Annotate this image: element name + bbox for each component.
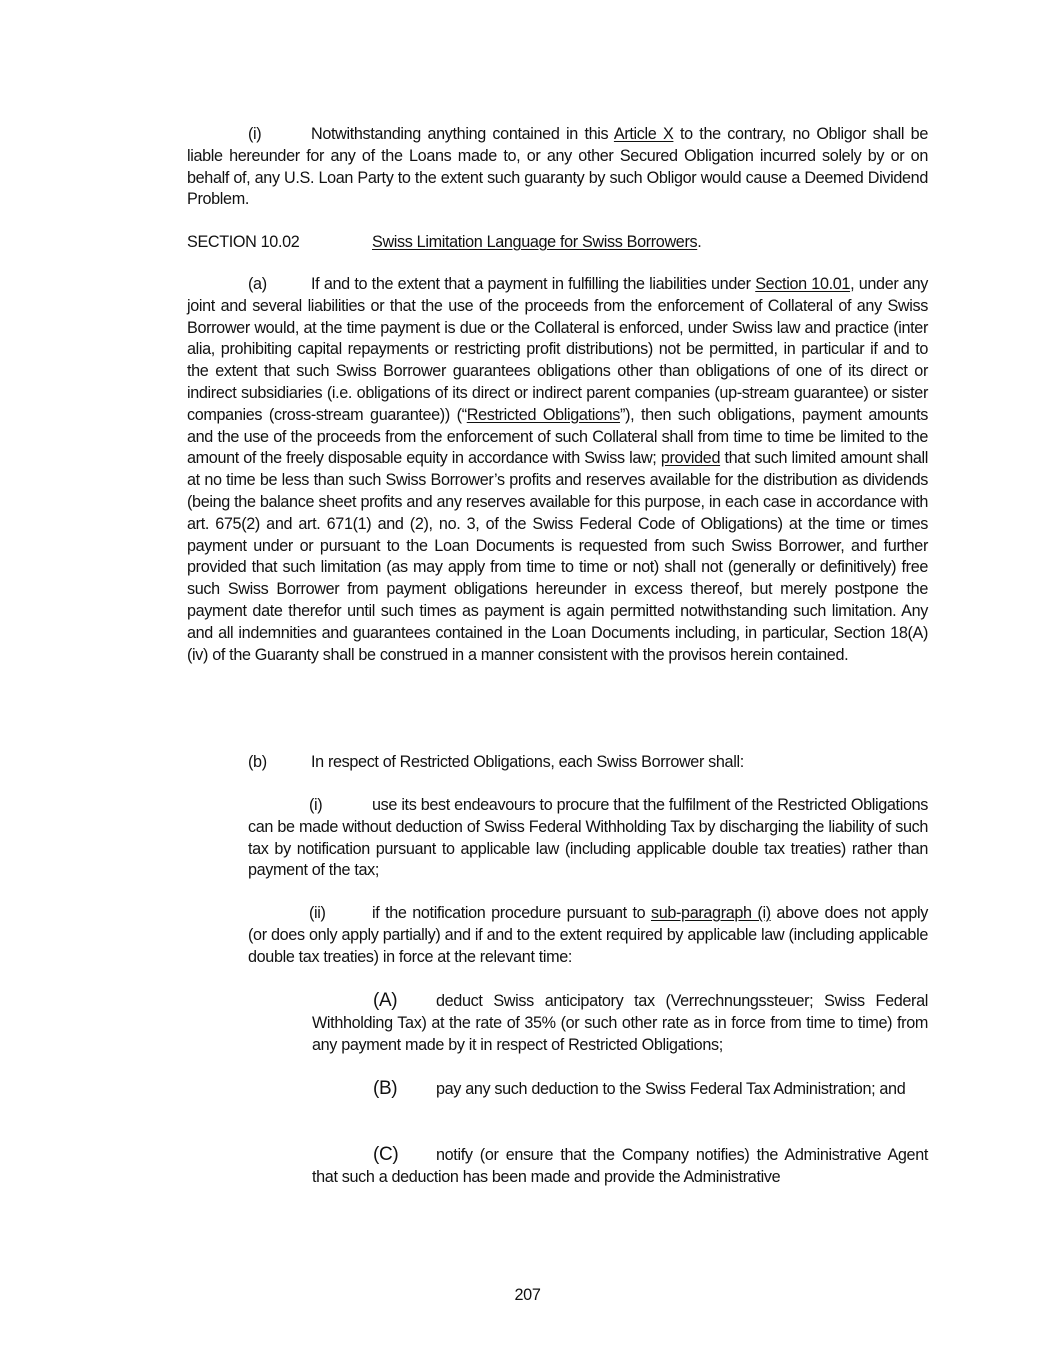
paragraph-number: (ii) [309,904,326,922]
paragraph-b: (b) In respect of Restricted Obligations, each Swiss Borrower shall: [187,752,928,774]
paragraph-i: (i) Notwithstanding anything contained in this Article X to the contrary, no Obligor shall be liable hereunder for any of the Loans made to, or any other Secured Obligation incurred solely by or on behalf of, any U.S. Loan Party to the extent such guaranty by such Obligor would cause a Deemed Dividend Problem. [187,125,928,209]
paragraph-b-ii: (ii) if the notification procedure pursuant to sub-paragraph (i) above does not apply (or does only apply partially) and if and to the extent required by applicable law (including applicable double tax treaties) in force at the relevant time: [248,904,928,966]
paragraph-C: (C) notify (or ensure that the Company notifies) the Administrative Agent that such a deduction has been made and provide the Administrative [312,1144,928,1186]
paragraph-number: (A) [373,990,398,1011]
restricted-obligations-term: Restricted Obligations [466,405,621,424]
page-number: 207 [514,1286,541,1304]
section-10-01-reference: Section 10.01 [755,275,851,293]
paragraph-number: (b) [248,753,267,771]
section-title: Swiss Limitation Language for Swiss Borrowers [372,233,698,251]
paragraph-number: (B) [373,1078,398,1099]
paragraph-b-i: (i) use its best endeavours to procure that the fulfilment of the Restricted Obligations can be made without deduction of Swiss Federal Withholding Tax by discharging the liability of such tax by notification pursuant to applicable law (including applicable double tax treaties) rather than payment of the tax; [248,796,928,880]
provided-term: provided [660,449,721,468]
section-number: SECTION 10.02 [187,233,300,251]
paragraph-number: (i) [309,796,323,814]
paragraph-number: (a) [248,275,267,293]
paragraph-B: (B) pay any such deduction to the Swiss Federal Tax Administration; and [373,1078,906,1099]
article-x-reference: Article X [613,125,674,143]
section-heading: SECTION 10.02 Swiss Limitation Language for Swiss Borrowers. [187,232,701,254]
paragraph-A: (A) deduct Swiss anticipatory tax (Verrechnungssteuer; Swiss Federal Withholding Tax) at the rate of 35% (or such other rate as in force from time to time) from any payment made by it in respect of Restricted Obligations; [312,990,928,1054]
sub-paragraph-i-reference: sub-paragraph (i) [650,904,771,922]
paragraph-number: (C) [373,1144,399,1165]
paragraph-number: (i) [248,125,262,143]
paragraph-a: (a) If and to the extent that a payment in fulfilling the liabilities under Section 10.01, under any joint and several liabilities or that the use of the proceeds from the enforcement of Collateral of any Swiss Borrower would, at the time payment is due or the Collateral is enforced, under Swiss law and practice (inter alia, prohibiting capital repayments or restricting profit distributions) not be permitted, in particular if and to the extent that such Swiss Borrower guarantees obligations other than obligations of one of its direct or indirect subsidiaries (i.e. obligations of its direct or indirect parent companies (up-stream guarantee) or sister companies (cross-stream guarantee)) (“Restricted Obligations”), then such obligations, payment amounts and the use of the proceeds from the enforcement of such Collateral shall from time to time be limited to the amount of the freely disposable equity in accordance with Swiss law; provided that such limited amount shall at no time be less than such Swiss Borrower’s profits and reserves available for the distribution as dividends (being the balance sheet profits and any reserves available for this purpose, in each case in accordance with art. 675(2) and art. 671(1) and (2), no. 3, of the Swiss Federal Code of Obligations) at the time or times payment under or pursuant to the Loan Documents is requested from such Swiss Borrower, and further provided that such limitation (as may apply from time to time or not) shall not (generally or definitively) free such Swiss Borrower from payment obligations hereunder in excess thereof, but merely postpone the payment date therefor until such times as payment is again permitted notwithstanding such limitation. Any and all indemnities and guarantees contained in the Loan Documents including, in particular, Section 18(A)(iv) of the Guaranty shall be construed in a manner consistent with the provisos herein contained. [187,275,928,664]
